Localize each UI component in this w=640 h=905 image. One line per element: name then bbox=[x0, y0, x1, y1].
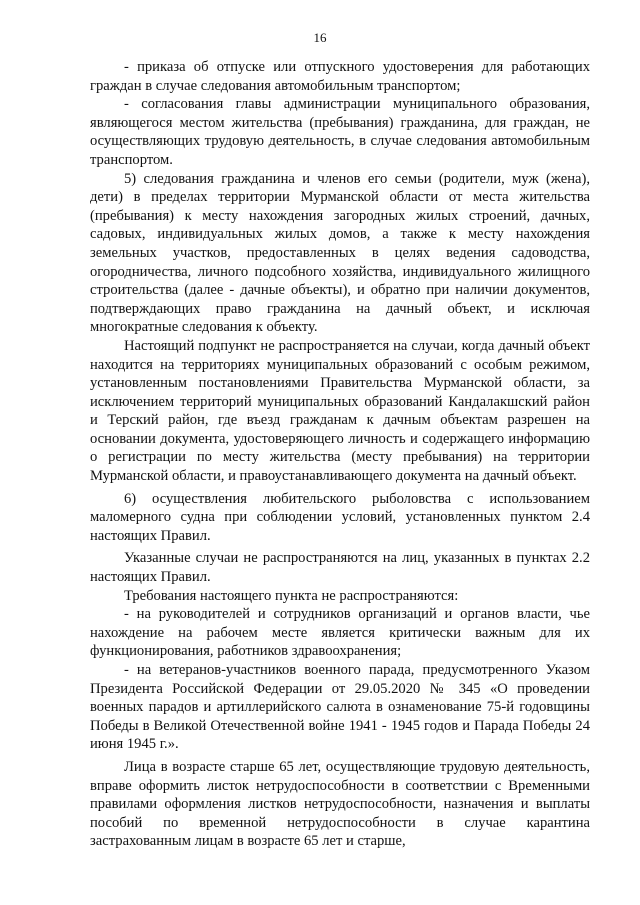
paragraph-parade-veterans: - на ветеранов-участников военного парада, предусмотренного Указом Президента Российской Федерации от 29.05.2020 № 345 «О проведении военных парадов и артиллерийского салюта в ознаменование 75-й годовщины Победы в Великой Отечественной войне 1941 - 1945 годов и Парада Победы 24 июня 1945 г.». bbox=[90, 662, 590, 753]
page-number: 16 bbox=[313, 30, 327, 45]
paragraph-dacha-exception: Настоящий подпункт не распространяется на случаи, когда дачный объект находится на территориях муниципальных образований с особым режимом, установленным постановлениями Правительства Мурманской области, за исключением территорий муниципальных образований Кандалакшский район и Терский район, где въезд гражданам к дачным объектам разрешен на основании документа, удостоверяющего личность и содержащего информацию о регистрации по месту жительства (месту пребывания) на территории Мурманской области, и правоустанавливающего документа на дачный объект. bbox=[90, 337, 590, 485]
document-body bbox=[90, 58, 590, 851]
paragraph-requirements-intro: Требования настоящего пункта не распространяются: bbox=[124, 587, 459, 604]
paragraph-leave-order: - приказа об отпуске или отпускного удостоверения для работающих граждан в случае следования автомобильным транспортом; bbox=[90, 59, 590, 94]
paragraph-item-5-dacha-travel: 5) следования гражданина и членов его семьи (родители, муж (жена), дети) в пределах территории Мурманской области от места жительства (пребывания) к месту нахождения загородных жилых строений, дачных, садовых, индивидуальных жилых домов, а также к месту нахождения земельных участков, предоставленных в целях ведения садоводства, огородничества, личного подсобного хозяйства, индивидуального жилищного строительства (далее - дачные объекты), и обратно при наличии документов, подтверждающих право гражданина на дачный объект, и исключая многократные следования к объекту. bbox=[90, 170, 590, 336]
paragraph-over-65-sick-leave: Лица в возрасте старше 65 лет, осуществляющие трудовую деятельность, вправе оформить листок нетрудоспособности в соответствии с Временными правилами оформления листков нетрудоспособности, назначения и выплаты пособий по временной нетрудоспособности в случае карантина застрахованным лицам в возрасте 65 лет и старше, bbox=[90, 758, 590, 850]
paragraph-cases-exclusion: Указанные случаи не распространяются на лиц, указанных в пунктах 2.2 настоящих Правил. bbox=[90, 550, 590, 586]
paragraph-item-6-fishing: 6) осуществления любительского рыболовства с использованием маломерного судна при соблюдении условий, установленных пунктом 2.4 настоящих Правил. bbox=[90, 490, 590, 544]
paragraph-municipal-approval: - согласования главы администрации муниципального образования, являющегося местом жительства (пребывания) гражданина, для граждан, не осуществляющих трудовую деятельность, в случае следования автомобильным транспортом. bbox=[90, 96, 590, 168]
paragraph-critical-workers: - на руководителей и сотрудников организаций и органов власти, чье нахождение на рабочем месте является критически важным для их функционирования, работников здравоохранения; bbox=[90, 606, 590, 660]
